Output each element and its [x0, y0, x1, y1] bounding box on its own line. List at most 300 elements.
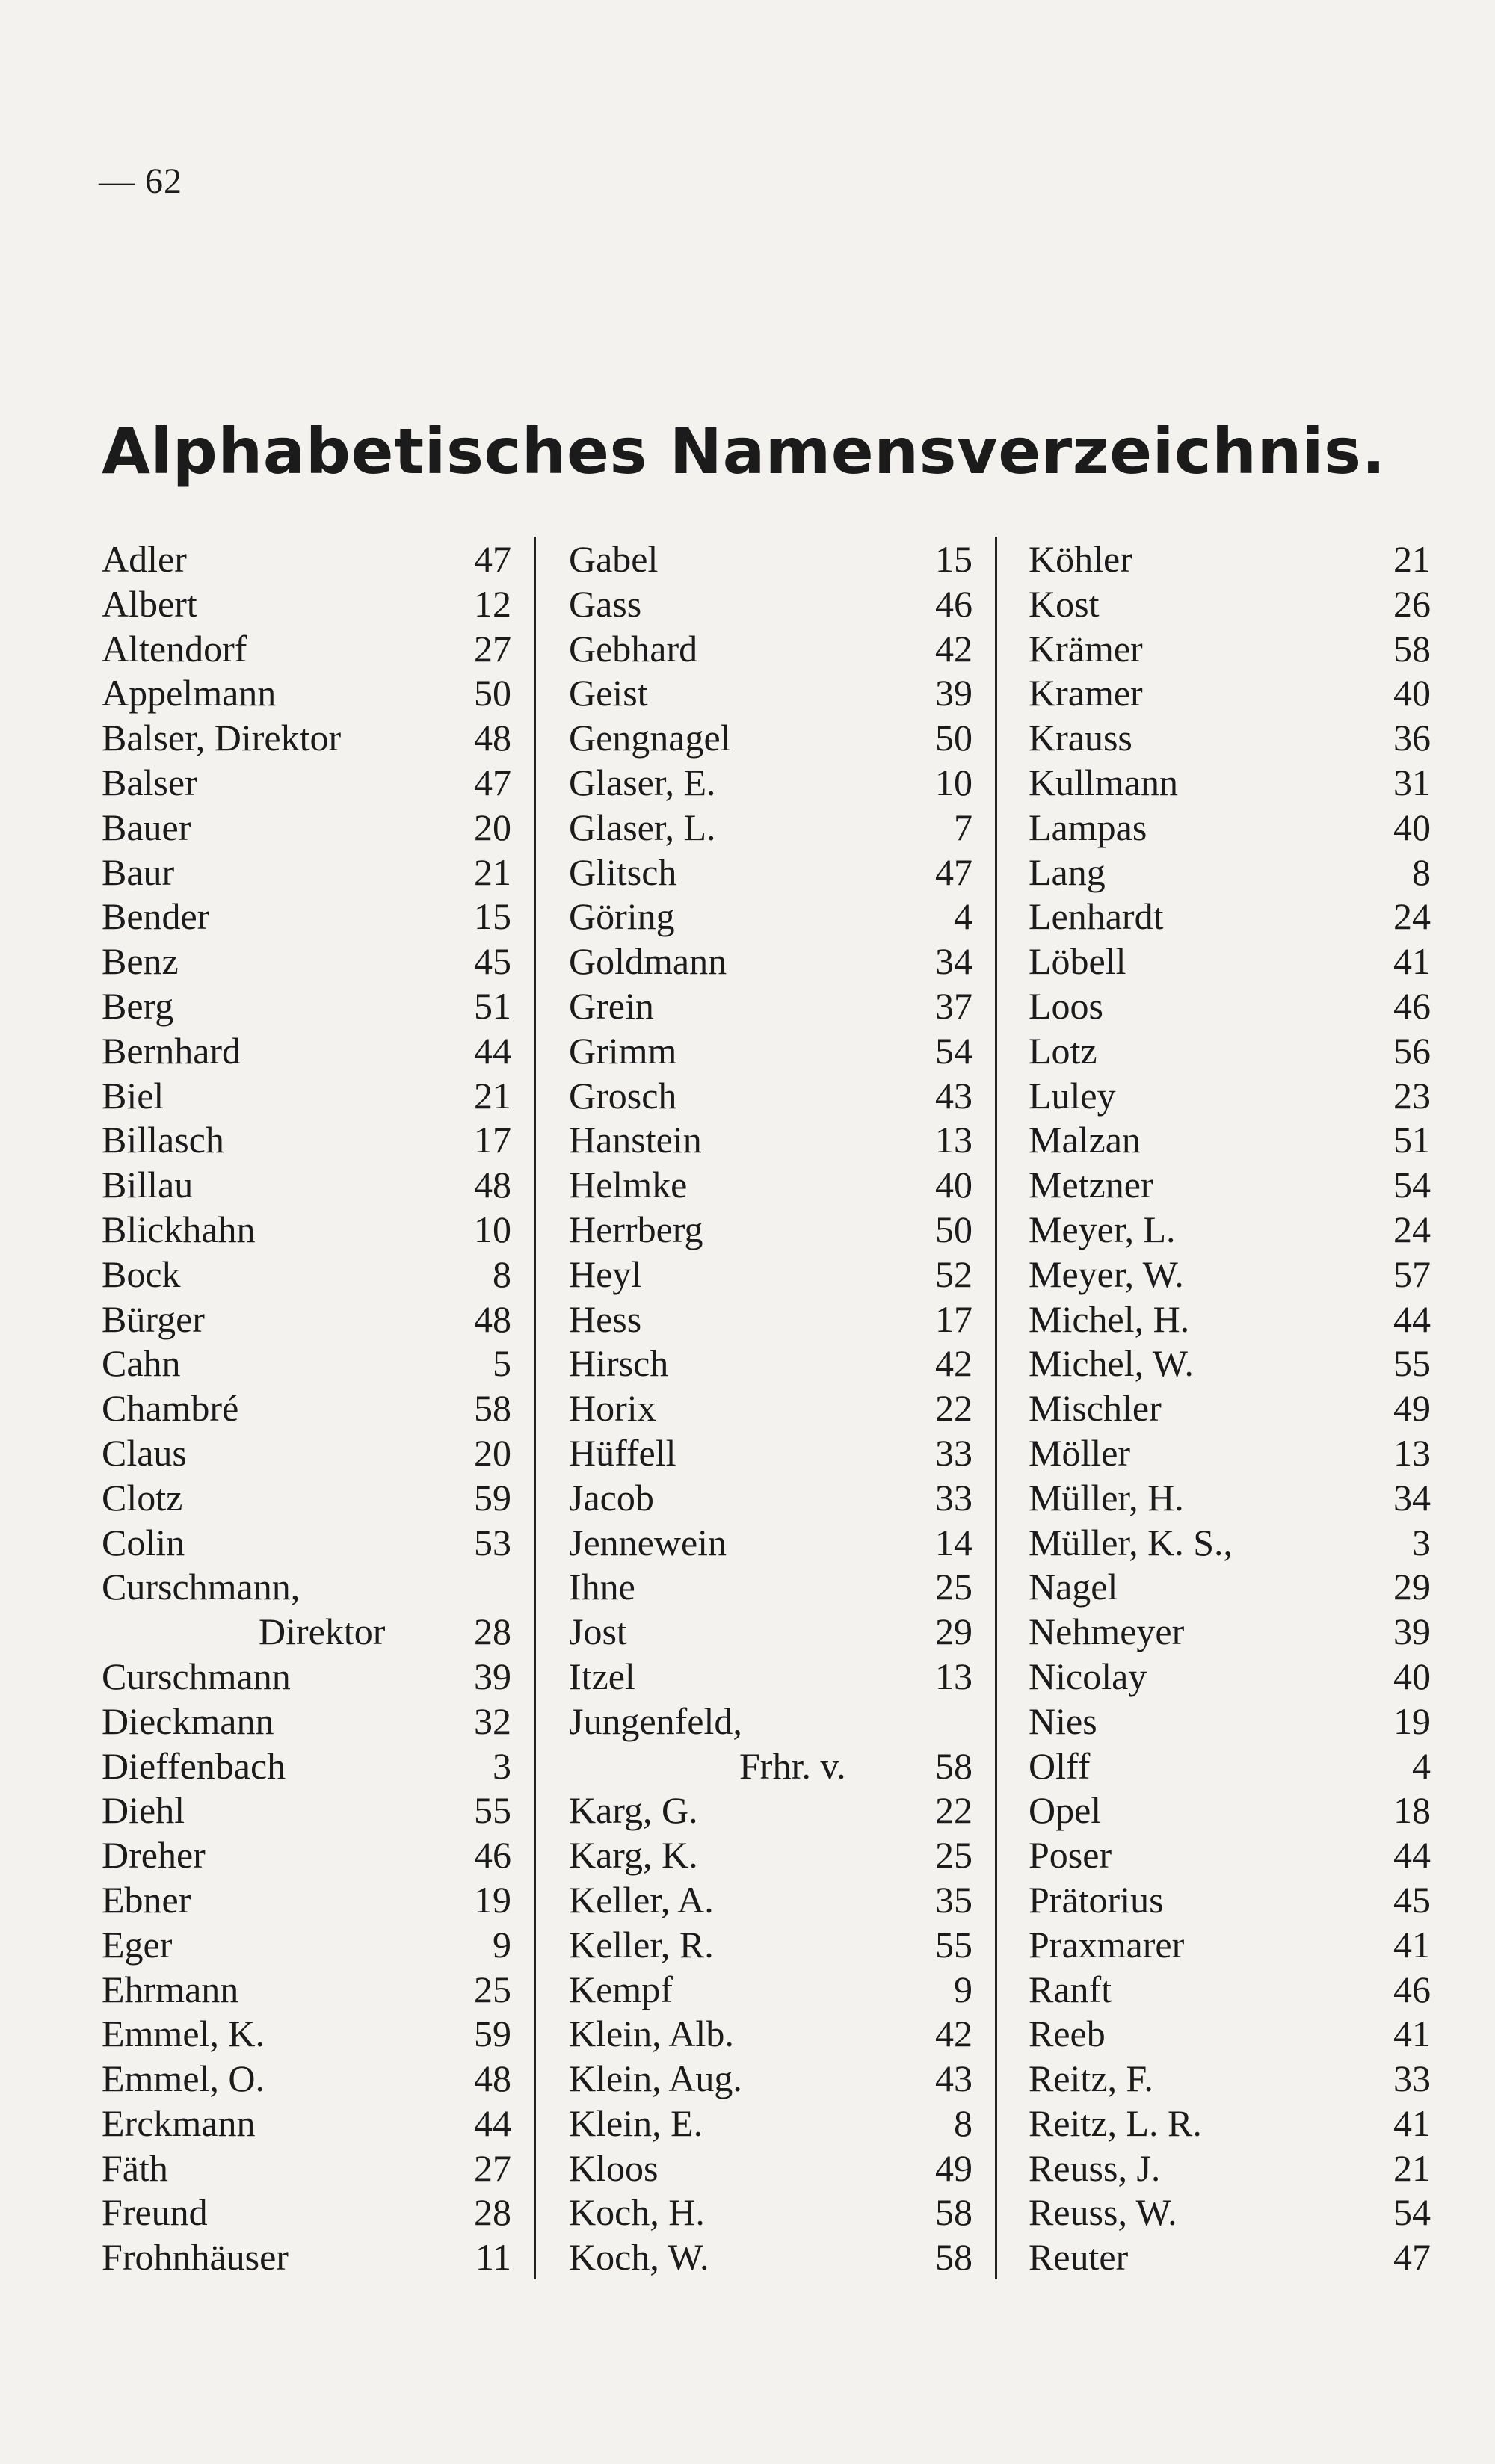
index-entry: [1029, 1832, 1431, 1877]
entry-name: Frhr. v.: [739, 1744, 846, 1787]
index-entry: [569, 1922, 972, 1967]
index-entry: [1029, 1073, 1431, 1118]
entry-name: Nagel: [1029, 1566, 1118, 1608]
entry-page-number: 48: [474, 1164, 511, 1206]
entry-page-number: 50: [474, 672, 511, 714]
index-entry: [1029, 1341, 1431, 1386]
entry-name: Hanstein: [569, 1119, 702, 1161]
entry-name: Billau: [102, 1164, 194, 1206]
entry-page-number: 55: [1393, 1342, 1431, 1385]
index-entry: [1029, 1117, 1431, 1162]
entry-name: Karg, G.: [569, 1789, 698, 1832]
entry-name: Reuss, W.: [1029, 2191, 1177, 2234]
index-entry: [1029, 1430, 1431, 1475]
entry-page-number: 21: [1393, 2146, 1431, 2189]
index-entry: [1029, 2056, 1431, 2101]
index-entry: [102, 1922, 511, 1967]
entry-name: Koch, H.: [569, 2191, 705, 2234]
index-entry: [102, 626, 511, 671]
entry-name: Kloos: [569, 2146, 659, 2189]
index-entry: [102, 1520, 511, 1565]
index-entry: [569, 1520, 972, 1565]
entry-name: Gebhard: [569, 627, 698, 670]
entry-name: Helmke: [569, 1164, 688, 1206]
entry-page-number: 42: [935, 1342, 972, 1385]
index-column-1: [102, 537, 534, 2279]
index-entry: [1029, 1162, 1431, 1207]
index-entry: [102, 894, 511, 939]
entry-page-number: 33: [935, 1476, 972, 1519]
entry-page-number: 10: [474, 1208, 511, 1250]
entry-name: Krauss: [1029, 717, 1132, 759]
entry-name: Reitz, L. R.: [1029, 2102, 1202, 2144]
entry-page-number: 45: [1393, 1878, 1431, 1921]
entry-page-number: 48: [474, 1297, 511, 1340]
index-entry: [1029, 2011, 1431, 2056]
entry-page-number: 40: [1393, 1655, 1431, 1697]
index-entry: [569, 984, 972, 1028]
index-entry: [569, 1744, 972, 1788]
entry-page-number: 39: [474, 1655, 511, 1697]
index-entry: [569, 1564, 972, 1609]
entry-name: Göring: [569, 895, 675, 938]
entry-name: Müller, K. S.,: [1029, 1521, 1233, 1563]
index-entry: [569, 2190, 972, 2235]
entry-name: Dieffenbach: [102, 1744, 286, 1787]
index-entry: [102, 2101, 511, 2146]
index-entry: [569, 1386, 972, 1430]
index-entry: [569, 1609, 972, 1654]
entry-page-number: 40: [1393, 806, 1431, 848]
index-entry: [1029, 2101, 1431, 2146]
index-entry: [102, 581, 511, 626]
index-entry: [569, 1073, 972, 1118]
index-entry: [102, 1967, 511, 2012]
entry-name: Frohnhäuser: [102, 2236, 289, 2279]
entry-name: Bock: [102, 1253, 181, 1295]
entry-page-number: 14: [935, 1521, 972, 1563]
entry-name: Hüffell: [569, 1431, 676, 1474]
entry-page-number: 44: [474, 2102, 511, 2144]
entry-page-number: 57: [1393, 1253, 1431, 1295]
entry-name: Klein, Aug.: [569, 2057, 742, 2100]
entry-page-number: 50: [935, 1208, 972, 1250]
index-entry: [569, 1475, 972, 1520]
entry-name: Hirsch: [569, 1342, 669, 1385]
index-entry: [1029, 626, 1431, 671]
index-entry: [1029, 670, 1431, 715]
entry-name: Bernhard: [102, 1029, 241, 1072]
index-entry: [1029, 1028, 1431, 1073]
entry-page-number: 48: [474, 717, 511, 759]
entry-name: Horix: [569, 1387, 656, 1430]
entry-page-number: 4: [954, 895, 972, 938]
entry-name: Appelmann: [102, 672, 277, 714]
index-entry: [1029, 1609, 1431, 1654]
entry-page-number: 27: [474, 627, 511, 670]
entry-name: Glitsch: [569, 850, 677, 893]
entry-name: Lenhardt: [1029, 895, 1164, 938]
entry-page-number: 41: [1393, 2102, 1431, 2144]
index-entry: [1029, 1252, 1431, 1297]
entry-page-number: 58: [935, 1744, 972, 1787]
index-entry: [569, 1877, 972, 1922]
entry-page-number: 18: [1393, 1789, 1431, 1832]
entry-name: Lang: [1029, 850, 1106, 893]
entry-name: Billasch: [102, 1119, 224, 1161]
index-entry: [102, 1117, 511, 1162]
entry-name: Biel: [102, 1074, 164, 1117]
entry-name: Mischler: [1029, 1387, 1162, 1430]
index-entry: [102, 1297, 511, 1341]
entry-name: Loos: [1029, 984, 1103, 1027]
entry-page-number: 8: [1412, 850, 1431, 893]
entry-page-number: 19: [1393, 1699, 1431, 1742]
entry-name: Jungenfeld,: [569, 1699, 742, 1742]
entry-name: Kempf: [569, 1968, 673, 2010]
entry-page-number: 4: [1412, 1744, 1431, 1787]
entry-page-number: 47: [935, 850, 972, 893]
entry-page-number: 52: [935, 1253, 972, 1295]
index-entry: [1029, 1877, 1431, 1922]
entry-page-number: 59: [474, 1476, 511, 1519]
entry-name: Hess: [569, 1297, 642, 1340]
index-entry: [569, 760, 972, 805]
index-entry: [1029, 760, 1431, 805]
index-entry: [569, 1788, 972, 1832]
index-entry: [569, 1341, 972, 1386]
entry-name: Kramer: [1029, 672, 1143, 714]
entry-page-number: 47: [474, 538, 511, 580]
entry-page-number: 8: [493, 1253, 511, 1295]
index-entry: [1029, 715, 1431, 760]
index-entry: [1029, 1699, 1431, 1744]
index-entry: [102, 805, 511, 850]
index-entry: [102, 2056, 511, 2101]
index-entry: [102, 1564, 511, 1609]
entry-name: Ihne: [569, 1566, 635, 1608]
index-entry: [569, 626, 972, 671]
entry-name: Malzan: [1029, 1119, 1141, 1161]
entry-name: Köhler: [1029, 538, 1132, 580]
entry-page-number: 55: [935, 1923, 972, 1966]
entry-name: Claus: [102, 1431, 187, 1474]
entry-name: Michel, H.: [1029, 1297, 1190, 1340]
entry-page-number: 44: [1393, 1834, 1431, 1877]
entry-page-number: 31: [1393, 761, 1431, 803]
entry-page-number: 20: [474, 1431, 511, 1474]
index-entry: [102, 2146, 511, 2190]
index-entry: [102, 537, 511, 581]
entry-page-number: 20: [474, 806, 511, 848]
entry-name: Benz: [102, 940, 179, 983]
name-index: [102, 537, 1431, 2279]
entry-name: Bauer: [102, 806, 191, 848]
index-entry: [102, 1028, 511, 1073]
entry-page-number: 32: [474, 1699, 511, 1742]
index-entry: [102, 715, 511, 760]
entry-name: Keller, R.: [569, 1923, 714, 1966]
entry-name: Reuter: [1029, 2236, 1129, 2279]
entry-name: Nicolay: [1029, 1655, 1147, 1697]
index-entry: [569, 1430, 972, 1475]
entry-page-number: 54: [1393, 2191, 1431, 2234]
entry-page-number: 24: [1393, 895, 1431, 938]
index-entry: [1029, 1922, 1431, 1967]
entry-name: Reuss, J.: [1029, 2146, 1161, 2189]
entry-name: Olff: [1029, 1744, 1091, 1787]
entry-page-number: 56: [1393, 1029, 1431, 1072]
entry-name: Praxmarer: [1029, 1923, 1185, 1966]
index-entry: [569, 1967, 972, 2012]
entry-page-number: 22: [935, 1789, 972, 1832]
entry-page-number: 49: [935, 2146, 972, 2189]
entry-name: Balser, Direktor: [102, 717, 342, 759]
entry-name: Müller, H.: [1029, 1476, 1184, 1519]
entry-page-number: 19: [474, 1878, 511, 1921]
entry-page-number: 41: [1393, 2013, 1431, 2055]
index-entry: [1029, 2146, 1431, 2190]
entry-name: Goldmann: [569, 940, 727, 983]
entry-page-number: 41: [1393, 940, 1431, 983]
entry-name: Lotz: [1029, 1029, 1097, 1072]
entry-name: Glaser, E.: [569, 761, 716, 803]
index-entry: [102, 1252, 511, 1297]
entry-page-number: 53: [474, 1521, 511, 1563]
entry-name: Klein, E.: [569, 2102, 703, 2144]
entry-name: Meyer, W.: [1029, 1253, 1184, 1295]
index-entry: [102, 2190, 511, 2235]
index-entry: [1029, 1297, 1431, 1341]
index-entry: [102, 760, 511, 805]
entry-page-number: 59: [474, 2013, 511, 2055]
entry-page-number: 33: [1393, 2057, 1431, 2100]
entry-name: Itzel: [569, 1655, 635, 1697]
index-entry: [1029, 1788, 1431, 1832]
index-entry: [569, 2146, 972, 2190]
entry-name: Grosch: [569, 1074, 677, 1117]
entry-name: Blickhahn: [102, 1208, 256, 1250]
entry-name: Löbell: [1029, 940, 1126, 983]
entry-page-number: 42: [935, 2013, 972, 2055]
entry-page-number: 58: [935, 2191, 972, 2234]
index-entry: [1029, 581, 1431, 626]
index-entry: [102, 2235, 511, 2279]
entry-name: Meyer, L.: [1029, 1208, 1176, 1250]
index-entry: [1029, 1475, 1431, 1520]
index-entry: [1029, 1386, 1431, 1430]
index-entry: [569, 1654, 972, 1699]
entry-page-number: 25: [474, 1968, 511, 2010]
entry-name: Cahn: [102, 1342, 181, 1385]
entry-page-number: 46: [474, 1834, 511, 1877]
entry-name: Jost: [569, 1611, 627, 1653]
index-entry: [102, 2011, 511, 2056]
entry-name: Colin: [102, 1521, 185, 1563]
entry-name: Lampas: [1029, 806, 1147, 848]
entry-page-number: 48: [474, 2057, 511, 2100]
entry-page-number: 5: [493, 1342, 511, 1385]
index-entry: [1029, 1967, 1431, 2012]
index-entry: [569, 1028, 972, 1073]
index-entry: [569, 850, 972, 895]
entry-name: Luley: [1029, 1074, 1116, 1117]
index-entry: [569, 1252, 972, 1297]
index-entry: [1029, 537, 1431, 581]
entry-name: Nehmeyer: [1029, 1611, 1185, 1653]
index-entry: [569, 939, 972, 984]
entry-page-number: 37: [935, 984, 972, 1027]
entry-page-number: 13: [935, 1655, 972, 1697]
entry-page-number: 54: [1393, 1164, 1431, 1206]
index-entry: [569, 2011, 972, 2056]
entry-page-number: 47: [474, 761, 511, 803]
index-entry: [1029, 894, 1431, 939]
entry-page-number: 29: [935, 1611, 972, 1653]
index-entry: [102, 939, 511, 984]
index-entry: [569, 581, 972, 626]
index-entry: [569, 2056, 972, 2101]
entry-page-number: 34: [1393, 1476, 1431, 1519]
entry-page-number: 46: [935, 582, 972, 625]
entry-page-number: 34: [935, 940, 972, 983]
index-entry: [102, 1744, 511, 1788]
index-column-3: [995, 537, 1431, 2279]
entry-name: Curschmann,: [102, 1566, 300, 1608]
entry-page-number: 27: [474, 2146, 511, 2189]
entry-name: Kost: [1029, 582, 1100, 625]
entry-page-number: 40: [935, 1164, 972, 1206]
entry-page-number: 3: [1412, 1521, 1431, 1563]
index-entry: [569, 805, 972, 850]
entry-page-number: 22: [935, 1387, 972, 1430]
entry-name: Klein, Alb.: [569, 2013, 734, 2055]
index-entry: [569, 1162, 972, 1207]
index-entry: [102, 1073, 511, 1118]
entry-page-number: 9: [493, 1923, 511, 1966]
index-entry: [102, 1475, 511, 1520]
entry-name: Baur: [102, 850, 175, 893]
index-entry: [102, 1877, 511, 1922]
entry-name: Jennewein: [569, 1521, 727, 1563]
index-entry: [102, 1832, 511, 1877]
index-entry: [569, 1297, 972, 1341]
entry-name: Adler: [102, 538, 187, 580]
entry-name: Poser: [1029, 1834, 1112, 1877]
entry-page-number: 26: [1393, 582, 1431, 625]
entry-page-number: 43: [935, 2057, 972, 2100]
entry-page-number: 58: [1393, 627, 1431, 670]
entry-page-number: 44: [474, 1029, 511, 1072]
entry-page-number: 49: [1393, 1387, 1431, 1430]
entry-page-number: 46: [1393, 1968, 1431, 2010]
entry-name: Keller, A.: [569, 1878, 714, 1921]
entry-name: Herrberg: [569, 1208, 703, 1250]
entry-name: Koch, W.: [569, 2236, 709, 2279]
entry-page-number: 15: [474, 895, 511, 938]
entry-name: Jacob: [569, 1476, 654, 1519]
entry-name: Gengnagel: [569, 717, 731, 759]
entry-name: Reeb: [1029, 2013, 1106, 2055]
entry-page-number: 40: [1393, 672, 1431, 714]
entry-name: Glaser, L.: [569, 806, 716, 848]
entry-name: Karg, K.: [569, 1834, 698, 1877]
index-entry: [1029, 2235, 1431, 2279]
entry-page-number: 45: [474, 940, 511, 983]
index-entry: [1029, 805, 1431, 850]
page-title: Alphabetisches Namensverzeichnis.: [102, 415, 1386, 488]
index-entry: [569, 670, 972, 715]
entry-page-number: 13: [935, 1119, 972, 1161]
entry-page-number: 41: [1393, 1923, 1431, 1966]
entry-page-number: 7: [954, 806, 972, 848]
entry-page-number: 58: [935, 2236, 972, 2279]
entry-name: Dieckmann: [102, 1699, 274, 1742]
entry-name: Grimm: [569, 1029, 677, 1072]
index-entry: [102, 850, 511, 895]
entry-name: Emmel, K.: [102, 2013, 265, 2055]
index-entry: [102, 1386, 511, 1430]
index-entry: [102, 1162, 511, 1207]
entry-page-number: 50: [935, 717, 972, 759]
index-entry: [569, 2101, 972, 2146]
page-number: — 62: [99, 161, 182, 201]
entry-name: Möller: [1029, 1431, 1131, 1474]
entry-name: Fäth: [102, 2146, 168, 2189]
entry-page-number: 3: [493, 1744, 511, 1787]
index-entry: [102, 1699, 511, 1744]
entry-name: Direktor: [259, 1611, 386, 1653]
index-entry: [102, 1430, 511, 1475]
entry-page-number: 54: [935, 1029, 972, 1072]
entry-page-number: 36: [1393, 717, 1431, 759]
entry-name: Opel: [1029, 1789, 1102, 1832]
entry-page-number: 39: [935, 672, 972, 714]
index-entry: [569, 1699, 972, 1744]
index-entry: [1029, 850, 1431, 895]
index-entry: [102, 984, 511, 1028]
entry-page-number: 12: [474, 582, 511, 625]
entry-name: Ebner: [102, 1878, 191, 1921]
entry-page-number: 35: [935, 1878, 972, 1921]
entry-page-number: 15: [935, 538, 972, 580]
entry-page-number: 11: [475, 2236, 511, 2279]
entry-name: Clotz: [102, 1476, 183, 1519]
entry-page-number: 28: [474, 1611, 511, 1653]
entry-name: Gass: [569, 582, 642, 625]
entry-page-number: 13: [1393, 1431, 1431, 1474]
entry-page-number: 10: [935, 761, 972, 803]
entry-page-number: 8: [954, 2102, 972, 2144]
entry-name: Grein: [569, 984, 654, 1027]
entry-page-number: 17: [474, 1119, 511, 1161]
index-entry: [1029, 1654, 1431, 1699]
entry-name: Nies: [1029, 1699, 1097, 1742]
entry-page-number: 39: [1393, 1611, 1431, 1653]
entry-name: Bender: [102, 895, 210, 938]
index-entry: [569, 1207, 972, 1252]
index-entry: [102, 1207, 511, 1252]
entry-page-number: 51: [1393, 1119, 1431, 1161]
entry-page-number: 29: [1393, 1566, 1431, 1608]
entry-name: Eger: [102, 1923, 173, 1966]
entry-name: Michel, W.: [1029, 1342, 1194, 1385]
entry-page-number: 9: [954, 1968, 972, 2010]
entry-name: Krämer: [1029, 627, 1143, 670]
index-column-2: [534, 537, 995, 2279]
entry-name: Altendorf: [102, 627, 247, 670]
index-entry: [1029, 939, 1431, 984]
